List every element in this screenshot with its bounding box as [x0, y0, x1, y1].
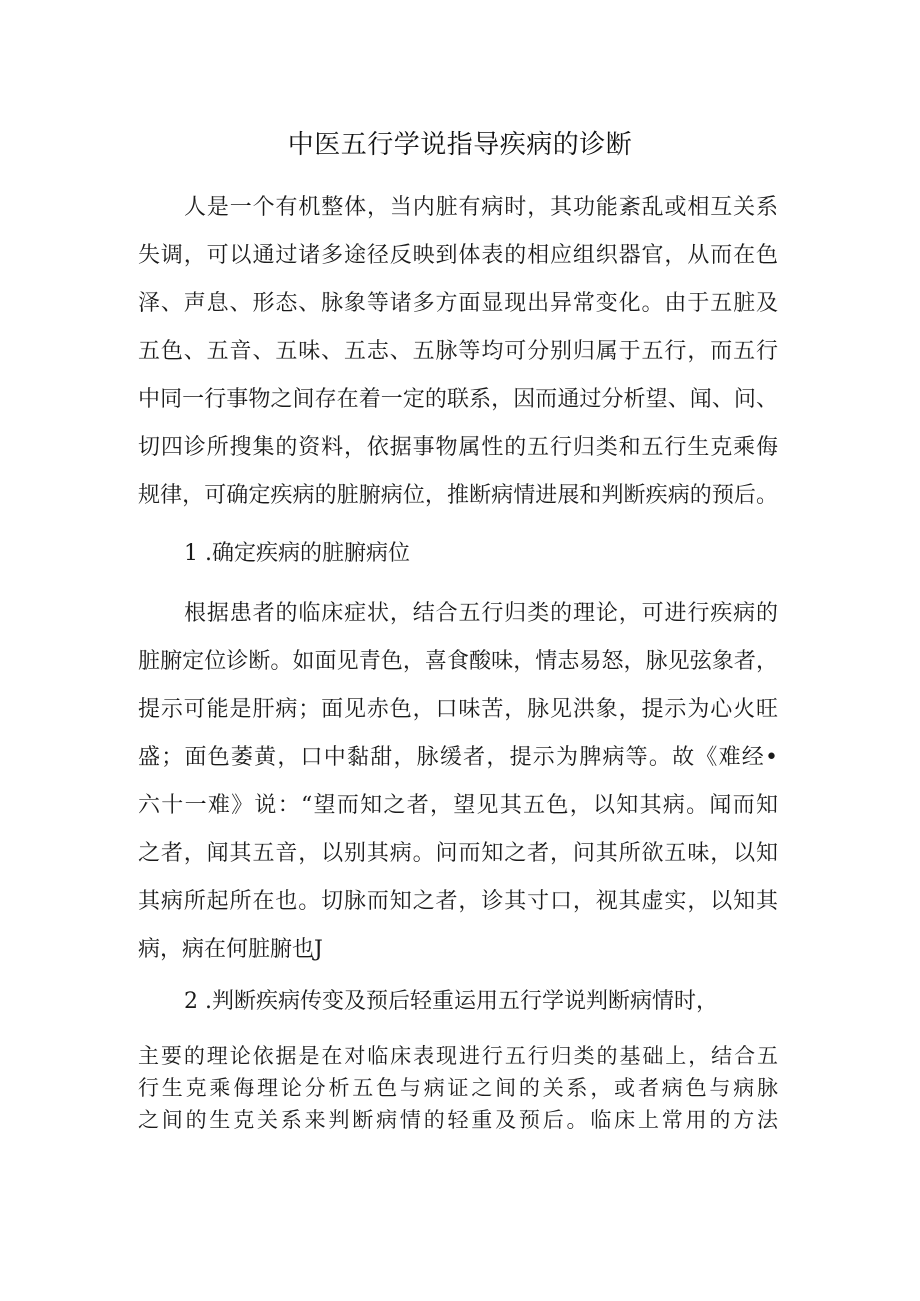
intro-line: 人是一个有机整体，当内脏有病时，其功能紊乱或相互关系: [184, 195, 778, 220]
section2-line: 行生克乘侮理论分析五色与病证之间的关系，或者病色与病脉: [138, 1076, 778, 1100]
section1-line: 病，病在何脏腑也J: [138, 937, 323, 962]
intro-line: 中同一行事物之间存在着一定的联系，因而通过分析望、闻、问、: [138, 387, 778, 412]
intro-line: 规律，可确定疾病的脏腑病位，推断病情进展和判断疾病的预后。: [138, 483, 778, 508]
section2-line: 之间的生克关系来判断病情的轻重及预后。临床上常用的方法: [138, 1108, 778, 1132]
section1-line: 脏腑定位诊断。如面见青色，喜食酸味，情志易怒，脉见弦象者，: [138, 649, 778, 674]
section2-line: 主要的理论依据是在对临床表现进行五行归类的基础上，结合五: [138, 1044, 778, 1068]
section1-line: 盛；面色萎黄，口中黏甜，脉缓者，提示为脾病等。故《难经•: [138, 745, 778, 770]
section-heading: 2 .判断疾病传变及预后轻重运用五行学说判断病情时，: [184, 989, 718, 1014]
section1-line: 之者，闻其五音，以别其病。问而知之者，问其所欲五味，以知: [138, 841, 778, 866]
intro-line: 泽、声息、形态、脉象等诸多方面显现出异常变化。由于五脏及: [138, 291, 778, 316]
intro-line: 失调，可以通过诸多途径反映到体表的相应组织器官，从而在色: [138, 243, 778, 268]
intro-line: 五色、五音、五味、五志、五脉等均可分别归属于五行，而五行: [138, 339, 778, 364]
document-title: 中医五行学说指导疾病的诊断: [287, 130, 633, 160]
section1-line: 其病所起所在也。切脉而知之者，诊其寸口，视其虚实，以知其: [138, 889, 778, 914]
section1-line: 六十一难》说：“望而知之者，望见其五色，以知其病。闻而知: [138, 793, 778, 818]
section1-line: 根据患者的临床症状，结合五行归类的理论，可进行疾病的: [184, 601, 778, 626]
intro-line: 切四诊所搜集的资料，依据事物属性的五行归类和五行生克乘侮: [138, 435, 778, 460]
section-heading: 1 .确定疾病的脏腑病位: [184, 541, 410, 566]
section1-line: 提示可能是肝病；面见赤色，口味苦，脉见洪象，提示为心火旺: [138, 697, 778, 722]
